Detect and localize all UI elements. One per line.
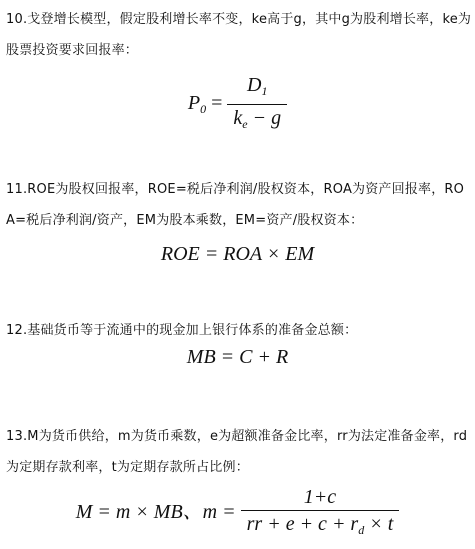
numerator-sub: 1 bbox=[261, 84, 268, 98]
multiplier-fraction bbox=[241, 484, 400, 543]
denominator-symbol: k bbox=[233, 107, 243, 129]
formula-fraction bbox=[227, 72, 287, 137]
formula-eq: = bbox=[211, 92, 223, 115]
numerator-symbol: D bbox=[247, 74, 262, 96]
formula-denominator bbox=[227, 105, 287, 137]
roe-formula: ROE = ROA × EM bbox=[160, 243, 315, 265]
multiplier-numerator: 1+c bbox=[241, 484, 400, 511]
formula-left: M = m × MB、m = bbox=[75, 501, 236, 524]
denominator-sub: d bbox=[358, 523, 365, 537]
item-11-text: 11.ROE为股权回报率，ROE=税后净利润/股权资本，ROA为资产回报率，ROA=税后净利润/资产，EM为股本乘数，EM=资产/股权资本： bbox=[6, 182, 465, 228]
multiplier-denominator bbox=[241, 511, 400, 543]
denominator-tail: × t bbox=[364, 513, 394, 535]
denominator-main: rr + e + c + r bbox=[246, 513, 359, 535]
monetary-base-formula: MB = C + R bbox=[186, 346, 289, 368]
formula-lhs-sub: 0 bbox=[200, 102, 207, 117]
gordon-growth-formula bbox=[0, 72, 475, 137]
money-supply-formula bbox=[0, 484, 475, 543]
item-10-text: 10.戈登增长模型，假定股利增长率不变，ke高于g，其中g为股利增长率，ke为股票投资要求回报率： bbox=[6, 12, 472, 58]
item-13-text: 13.M为货币供给，m为货币乘数，e为超额准备金比率，rr为法定准备金率，rd为定期存款利率，t为定期存款所占比例： bbox=[6, 429, 468, 475]
denominator-sub: e bbox=[242, 117, 248, 131]
formula-lhs: P bbox=[187, 92, 201, 115]
denominator-rest: − g bbox=[247, 107, 282, 129]
item-12-text: 12.基础货币等于流通中的现金加上银行体系的准备金总额： bbox=[6, 323, 358, 338]
formula-numerator bbox=[227, 72, 287, 105]
